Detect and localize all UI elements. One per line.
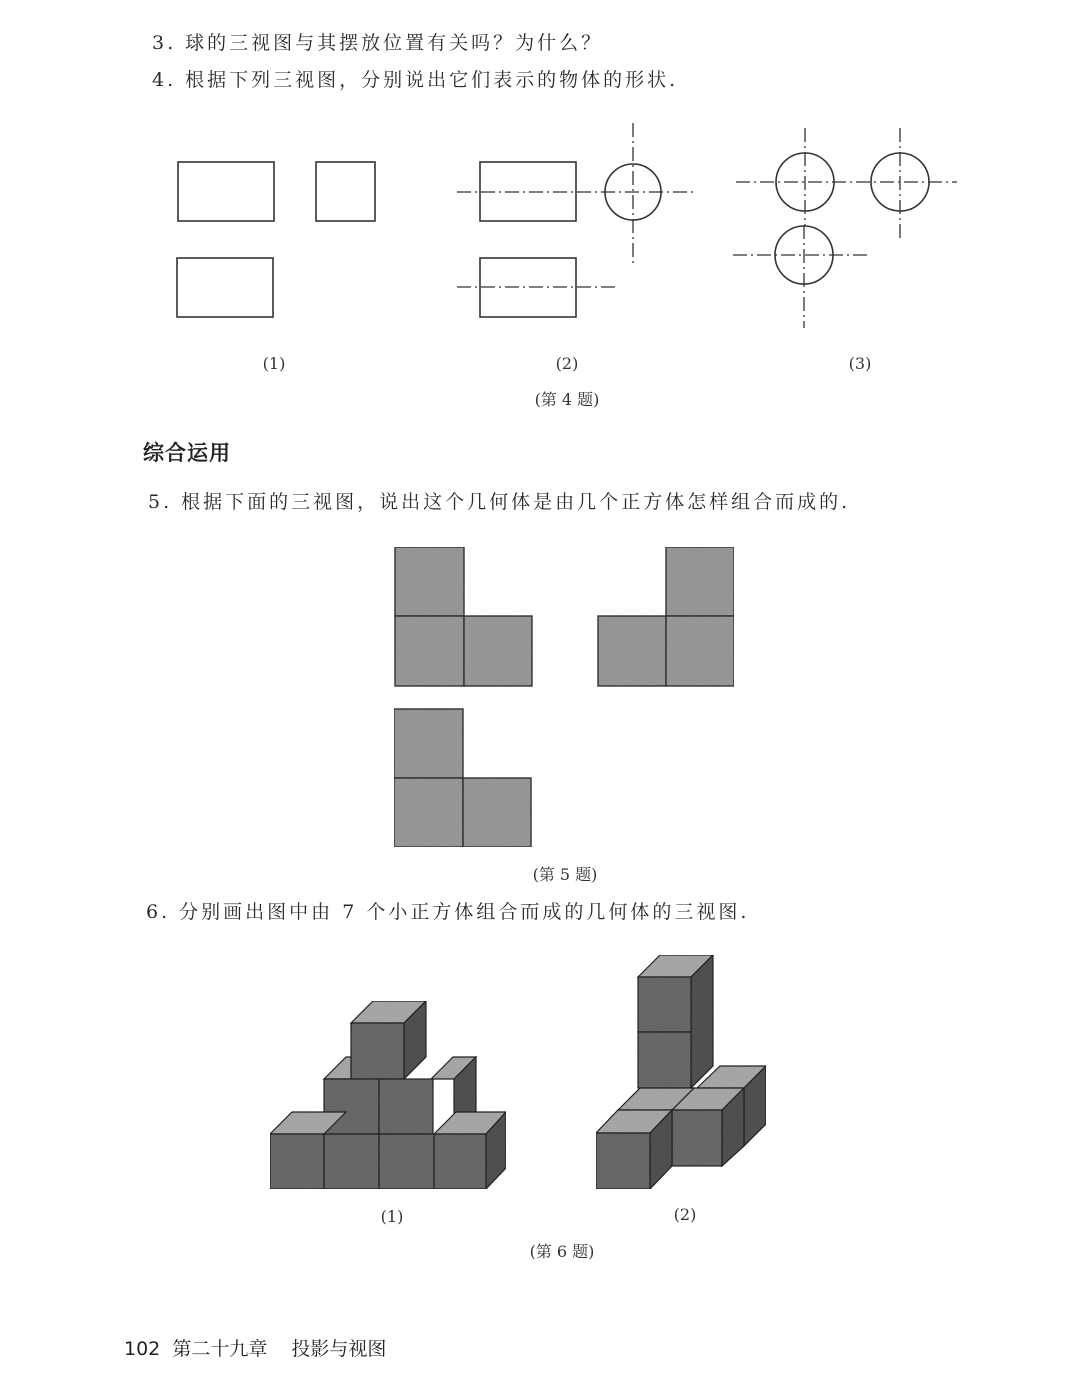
figure-6-label-1: (1) bbox=[380, 1207, 404, 1226]
question-5: 5. 根据下面的三视图，说出这个几何体是由几个正方体怎样组合而成的. bbox=[148, 491, 851, 513]
figure-4-label-2: (2) bbox=[555, 354, 579, 373]
question-4: 4. 根据下列三视图，分别说出它们表示的物体的形状. bbox=[152, 69, 679, 91]
page-footer bbox=[124, 1334, 386, 1361]
figure-5-caption: (第 5 题) bbox=[532, 865, 598, 884]
page-number: 102 bbox=[124, 1338, 161, 1360]
figure-4-caption: (第 4 题) bbox=[534, 390, 600, 409]
section-title: 综合运用 bbox=[143, 441, 231, 465]
figure-4-label-1: (1) bbox=[262, 354, 286, 373]
figure-6-label-2: (2) bbox=[673, 1205, 697, 1224]
chapter-title: 投影与视图 bbox=[291, 1338, 387, 1360]
chapter-number: 第二十九章 bbox=[172, 1338, 268, 1360]
figure-4-label-3: (3) bbox=[848, 354, 872, 373]
figure-6-caption: (第 6 题) bbox=[529, 1242, 595, 1261]
question-6: 6. 分别画出图中由 7 个小正方体组合而成的几何体的三视图. bbox=[146, 901, 750, 923]
question-3: 3. 球的三视图与其摆放位置有关吗？为什么？ bbox=[152, 32, 604, 54]
